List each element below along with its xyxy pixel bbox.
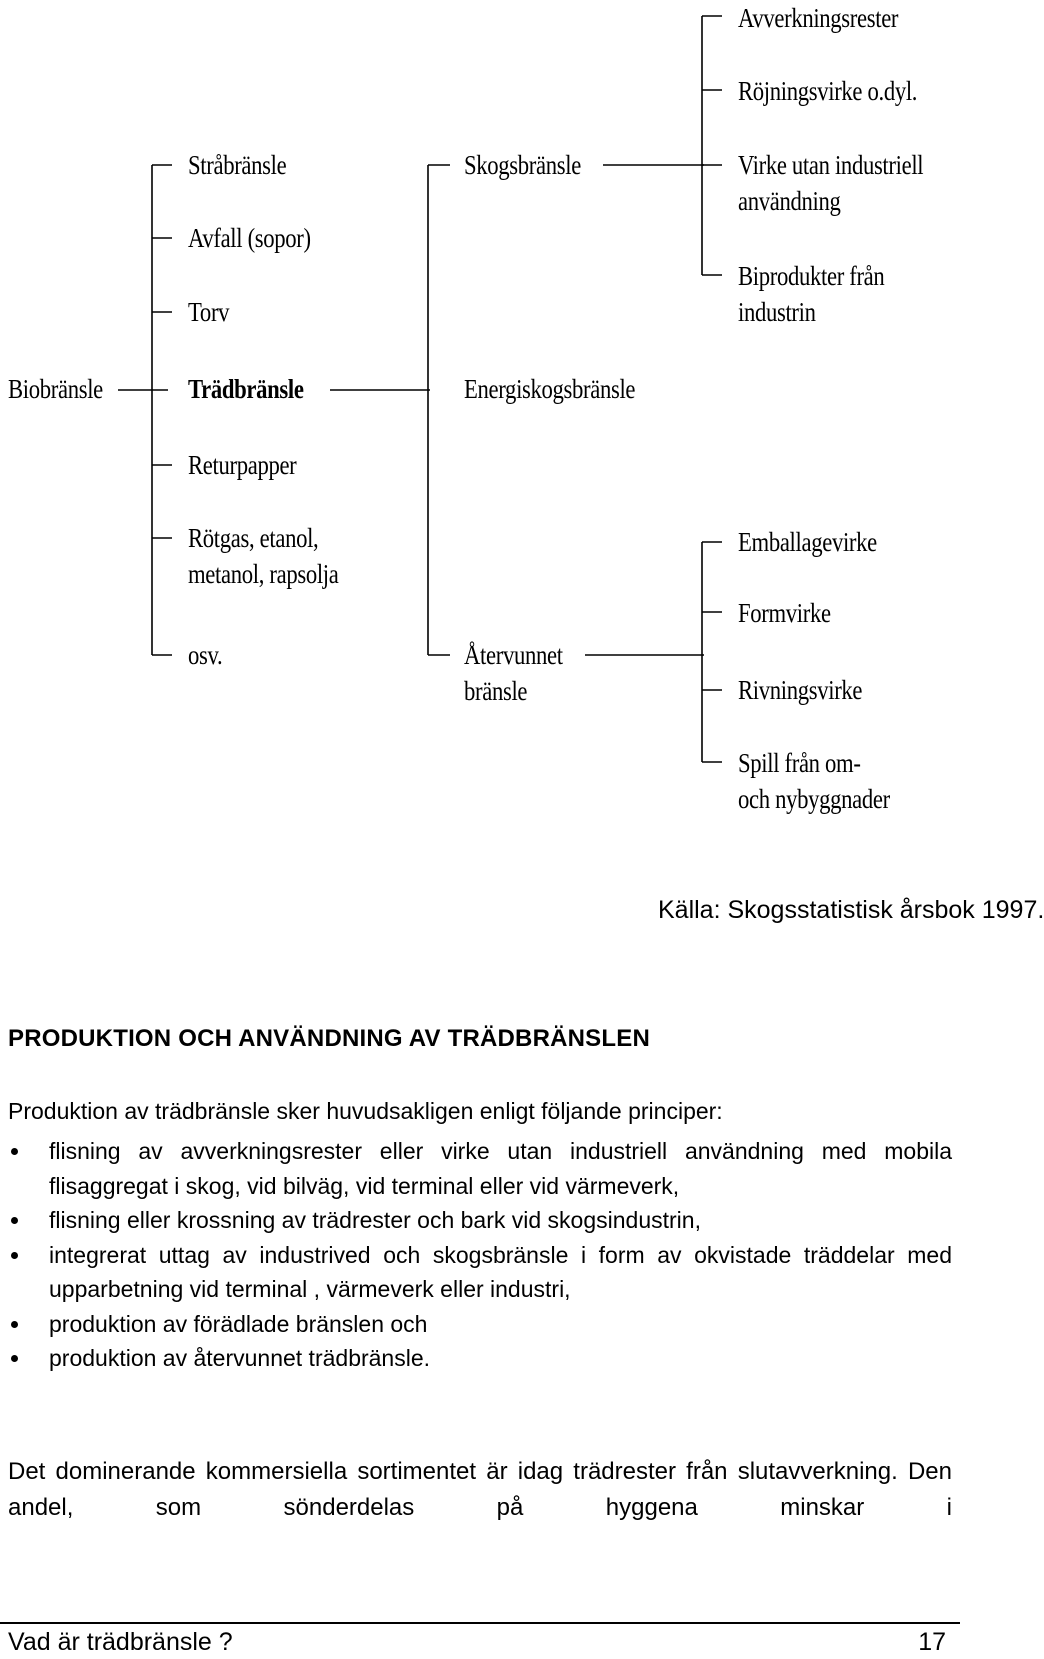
page-number: 17 [918,1628,946,1656]
node-rojningsvirke: Röjningsvirke o.dyl. [738,76,918,106]
node-spill-line2: och nybyggnader [738,784,890,814]
node-rotgas-line2: metanol, rapsolja [188,559,339,589]
node-returpapper: Returpapper [188,450,297,480]
node-formvirke: Formvirke [738,598,831,628]
node-atervunnet-line2: bränsle [464,676,528,706]
list-item: flisning av avverkningsrester eller virke utan industriell användning med mobila flisaggregat i skog, vid bilväg, vid terminal eller vid värmeverk, [0,1134,952,1203]
source-citation: Källa: Skogsstatistisk årsbok 1997. [658,896,1044,924]
section-heading: PRODUKTION OCH ANVÄNDNING AV TRÄDBRÄNSLEN [8,1025,650,1052]
node-rotgas-line1: Rötgas, etanol, [188,523,319,553]
node-avverkningsrester: Avverkningsrester [738,3,899,33]
list-item: produktion av förädlade bränslen och [0,1307,952,1342]
list-item: flisning eller krossning av trädrester och bark vid skogsindustrin, [0,1203,952,1238]
node-virke-line2: användning [738,186,841,216]
footer-divider [0,1622,960,1624]
node-torv: Torv [188,297,230,327]
footer-title: Vad är trädbränsle ? [8,1628,233,1656]
node-virke-utan-industriell-anvandning [738,147,923,219]
node-biobransle: Biobränsle [8,374,103,404]
node-avfall: Avfall (sopor) [188,223,311,253]
list-item: produktion av återvunnet trädbränsle. [0,1341,952,1376]
list-item: integrerat uttag av industrived och skogsbränsle i form av okvistade träddelar med upparbetning vid terminal , värmeverk eller industri, [0,1238,952,1307]
node-emballagevirke: Emballagevirke [738,527,877,557]
node-spill-line1: Spill från om- [738,748,861,778]
production-principles-list [0,1134,952,1376]
body-paragraph: Det dominerande kommersiella sortimentet är idag trädrester från slutavverkning. Den andel, som sönderdelas på hyggena minskar i [8,1458,952,1521]
node-biprodukter [738,258,884,330]
node-strabransle: Stråbränsle [188,150,287,180]
node-spill [738,745,890,817]
node-atervunnet-line1: Återvunnet [464,640,563,670]
node-atervunnet-bransle [464,637,563,709]
node-tradbransle: Trädbränsle [188,374,304,404]
node-skogsbransle: Skogsbränsle [464,150,581,180]
node-energiskogsbransle: Energiskogsbränsle [464,374,636,404]
node-biprodukter-line1: Biprodukter från [738,261,885,291]
biofuel-tree-diagram [0,0,960,830]
intro-text: Produktion av trädbränsle sker huvudsakligen enligt följande principer: [8,1098,723,1124]
node-rotgas [188,520,338,592]
node-virke-line1: Virke utan industriell [738,150,924,180]
node-biprodukter-line2: industrin [738,297,816,327]
node-osv: osv. [188,640,223,670]
node-rivningsvirke: Rivningsvirke [738,675,863,705]
